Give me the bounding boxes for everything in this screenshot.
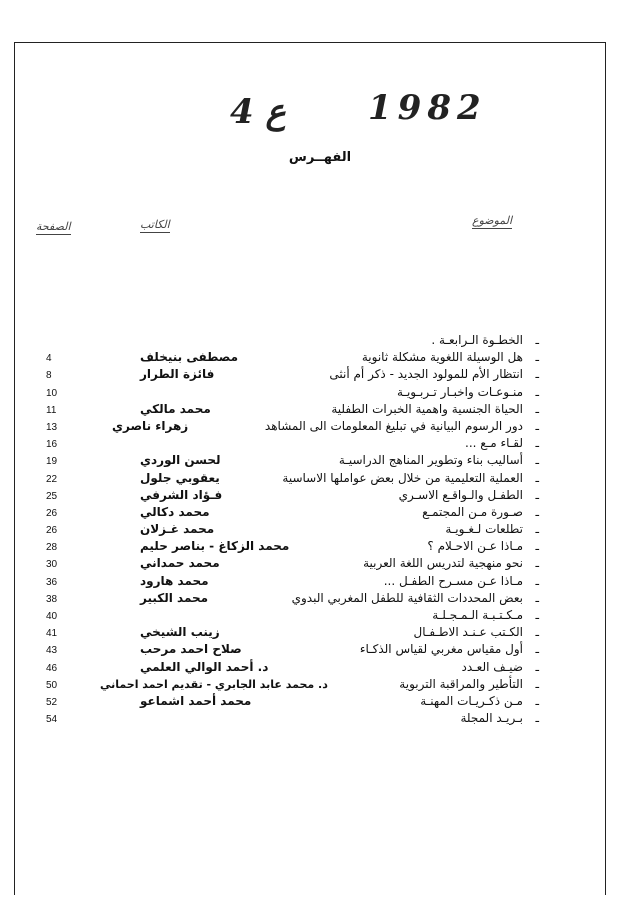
entry-author: محمد حمداني: [140, 556, 220, 571]
entry-author: فـؤاد الشرفي: [140, 487, 223, 502]
entry-author: محمد الكبير: [140, 590, 209, 605]
entry-title: الكـتب عـنـد الاطـفـال: [413, 625, 523, 640]
entry-author: يعقوبي جلول: [140, 470, 220, 485]
entry-title: انتظار الأم للمولود الجديد - ذكر أم أنثى: [329, 367, 523, 382]
handwritten-issue-number: 4 ع: [230, 92, 286, 132]
entry-author: محمد أحمد اشماعو: [140, 693, 252, 708]
entry-page: 26: [46, 525, 58, 537]
entry-title: أساليب بناء وتطوير المناهج الدراسيـة: [338, 453, 523, 468]
bullet-dash: ـ: [535, 333, 539, 347]
bullet-dash: ـ: [535, 436, 539, 451]
list-item: [0, 676, 619, 693]
entry-title: مـكـتـبـة الـمـجـلـة: [432, 608, 523, 622]
column-header-subject: الموضوع: [472, 214, 513, 227]
entry-title: مـاذا عـن الاحـلام ؟: [427, 539, 523, 554]
list-item: [0, 555, 619, 572]
handwritten-year: 1982: [368, 88, 487, 128]
entry-title: صـورة مـن المجتمـع: [422, 504, 523, 519]
entry-page: 10: [46, 387, 58, 399]
bullet-dash: ـ: [535, 590, 539, 605]
bullet-dash: ـ: [535, 693, 539, 708]
list-item: [0, 487, 619, 504]
entry-title: نحو منهجية لتدريس اللغة العربية: [363, 556, 523, 571]
list-item: [0, 401, 619, 418]
list-item: [0, 349, 619, 366]
list-item: [0, 435, 619, 452]
column-header-author: الكاتب: [140, 218, 170, 231]
list-item: [0, 710, 619, 727]
entry-title: ضيـف العـدد: [461, 659, 523, 674]
entry-page: 40: [46, 611, 58, 622]
entry-page: 16: [46, 439, 58, 451]
bullet-dash: ـ: [535, 642, 539, 657]
bullet-dash: ـ: [535, 625, 539, 640]
entry-page: 11: [46, 404, 57, 416]
bullet-dash: ـ: [535, 676, 539, 691]
entry-title: مـاذا عـن مسـرح الطفـل ...: [383, 573, 523, 588]
list-item: [0, 384, 619, 401]
bullet-dash: ـ: [535, 384, 539, 399]
entry-page: 13: [46, 421, 58, 433]
entry-title: بعض المحددات الثقافية للطفل المغربي البدوي: [291, 590, 523, 605]
entry-title: الطفـل والـواقـع الاسـري: [398, 487, 523, 502]
list-item: [0, 659, 619, 676]
entry-title: مـن ذكـريـات المهنـة: [420, 693, 523, 708]
entry-author: فائزة الطرار: [140, 367, 215, 382]
bullet-dash: ـ: [535, 504, 539, 519]
entry-page: 52: [46, 696, 58, 708]
list-item: [0, 607, 619, 624]
entry-author: محمد هارود: [140, 573, 209, 588]
entry-title: هل الوسيلة اللغوية مشكلة ثانوية: [361, 350, 523, 365]
page-title: الفهــرس: [288, 150, 352, 165]
list-item: [0, 470, 619, 487]
list-item: [0, 590, 619, 607]
entry-title: الخطـوة الـرابعـة .: [431, 333, 523, 347]
entry-page: 26: [46, 507, 58, 519]
entry-author: د. أحمد الوالي العلمي: [140, 659, 269, 674]
bullet-dash: ـ: [535, 711, 539, 726]
entry-title: تطلعات لـغـويـة: [445, 522, 523, 537]
bullet-dash: ـ: [535, 608, 539, 622]
bullet-dash: ـ: [535, 659, 539, 674]
entry-page: 50: [46, 679, 58, 691]
bullet-dash: ـ: [535, 453, 539, 468]
entry-page: 25: [46, 490, 58, 502]
entry-page: 30: [46, 559, 58, 571]
entry-page: 43: [46, 645, 58, 657]
entry-page: 28: [46, 542, 58, 554]
bullet-dash: ـ: [535, 367, 539, 382]
entry-page: 22: [46, 473, 58, 485]
bullet-dash: ـ: [535, 539, 539, 554]
bullet-dash: ـ: [535, 350, 539, 365]
entry-author: صلاح احمد مرحب: [140, 642, 242, 657]
list-item: [0, 693, 619, 710]
entry-title: لقـاء مـع ...: [465, 436, 523, 451]
entry-page: 38: [46, 593, 58, 605]
bullet-dash: ـ: [535, 470, 539, 485]
entry-title: منـوعـات واخبـار تـربـويـة: [397, 384, 523, 399]
entry-page: 41: [46, 628, 58, 640]
entry-page: 46: [46, 662, 58, 674]
bullet-dash: ـ: [535, 418, 539, 433]
entry-author: مصطفى بنيخلف: [140, 350, 239, 365]
entry-author: محمد دكالي: [140, 504, 210, 519]
entry-author: زهراء ناصري: [112, 418, 189, 433]
column-header-page: الصفحة: [36, 220, 71, 233]
list-item: [0, 573, 619, 590]
bullet-dash: ـ: [535, 556, 539, 571]
entry-page: 36: [46, 576, 58, 588]
entry-page: 8: [46, 370, 52, 382]
entry-title: دور الرسوم البيانية في تبليغ المعلومات الى المشاهد: [264, 418, 523, 433]
entry-page: 54: [46, 714, 58, 726]
entry-author: محمد الزكاغ - بناصر حليم: [140, 539, 290, 554]
entry-author: زينب الشيخي: [140, 625, 220, 640]
list-item: [0, 641, 619, 658]
list-item: [0, 332, 619, 349]
bullet-dash: ـ: [535, 487, 539, 502]
entry-page: 19: [46, 456, 58, 468]
entry-title: العملية التعليمية من خلال بعض عواملها الاساسية: [282, 470, 523, 485]
entry-author: د. محمد عابد الجابري - تقديم احمد احماني: [100, 677, 328, 691]
entry-title: بـريـد المجلة: [460, 711, 523, 726]
table-of-contents: [0, 332, 619, 727]
list-item: [0, 624, 619, 641]
list-item: [0, 504, 619, 521]
bullet-dash: ـ: [535, 573, 539, 588]
list-item: [0, 366, 619, 383]
entry-title: الحياة الجنسية واهمية الخبرات الطفلية: [331, 401, 523, 416]
entry-page: 4: [46, 353, 52, 365]
list-item: [0, 418, 619, 435]
entry-author: لحسن الوردي: [140, 453, 221, 468]
entry-author: محمد مالكي: [140, 401, 211, 416]
entry-title: التأطير والمراقبة التربوية: [399, 676, 523, 691]
bullet-dash: ـ: [535, 522, 539, 537]
list-item: [0, 452, 619, 469]
bullet-dash: ـ: [535, 401, 539, 416]
list-item: [0, 538, 619, 555]
list-item: [0, 521, 619, 538]
entry-author: محمد غـزلان: [140, 522, 215, 537]
entry-title: أول مقياس مغربي لقياس الذكـاء: [359, 642, 523, 657]
